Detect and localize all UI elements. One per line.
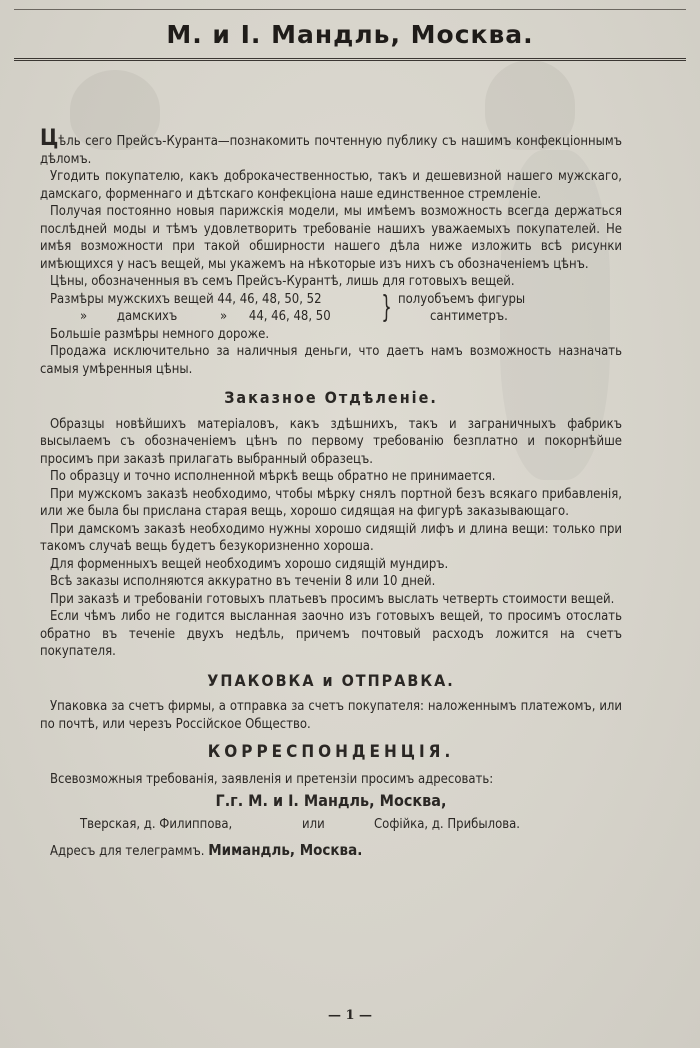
street-address-1: Тверская, д. Филиппова,: [80, 816, 233, 832]
correspondence-paragraph: Всевозможныя требованія, заявленія и претензіи просимъ адресовать:: [50, 771, 494, 787]
sizes-women-quote: »: [80, 308, 88, 324]
sizes-note-2: сантиметръ.: [430, 308, 508, 324]
orders-paragraph-3: При мужскомъ заказѣ необходимо, чтобы мѣрку снялъ портной безъ всякаго прибавленія, или же была бы прислана старая вещь, хорошо сидящая на фигурѣ заказывающаго.: [40, 486, 622, 519]
address-or: или: [302, 816, 325, 832]
company-address: Г.г. М. и І. Мандль, Москва,: [215, 791, 447, 810]
orders-paragraph-2: По образцу и точно исполненной мѣркѣ вещь обратно не принимается.: [50, 469, 496, 484]
sizes-men-label: Размѣры мужскихъ вещей: [50, 291, 214, 307]
telegram-value: Мимандль, Москва.: [208, 840, 363, 859]
sizes-women-label: дамскихъ: [116, 308, 178, 324]
page-title: М. и І. Мандль, Москва.: [166, 20, 534, 49]
street-addresses: [40, 816, 622, 836]
orders-section-title: Заказное Отдѣленіе.: [224, 388, 438, 407]
top-rule: [14, 9, 686, 10]
shipping-section-title: УПАКОВКА и ОТПРАВКА.: [207, 670, 455, 690]
street-address-2: Софійка, д. Прибылова.: [374, 816, 521, 832]
orders-paragraph-1: Образцы новѣйшихъ матеріаловъ, какъ здѣшнихъ, такъ и заграничныхъ фабрикъ высылаемъ съ обозначеніемъ цѣнъ по первому требованію безплатно и покорнѣйше просимъ при заказѣ прилагать выбранный образецъ.: [40, 416, 622, 467]
intro-text-1: ѣль сего Прейсъ-Куранта—познакомить почтенную публику съ нашимъ конфекціоннымъ дѣломъ.: [40, 134, 622, 167]
header-rule: [14, 58, 686, 63]
sizes-note-1: полуобъемъ фигуры: [398, 291, 526, 307]
intro-paragraph-5: Большіе размѣры немного дороже.: [50, 326, 270, 342]
intro-paragraph-6: Продажа исключительно за наличныя деньги, что даетъ намъ возможность назначать самыя умѣренныя цѣны.: [40, 344, 622, 377]
brace: }: [381, 289, 392, 325]
intro-paragraph-2: Угодить покупателю, какъ доброкачественностью, такъ и дешевизной нашего мужскаго, дамскаго, форменнаго и дѣтскаго конфекціона наше единственное стремленіе.: [40, 169, 622, 202]
telegram-address: [50, 842, 622, 861]
page-number: — 1 —: [327, 1008, 373, 1023]
intro-paragraph-3: Получая постоянно новыя парижскія модели, мы имѣемъ возможность всегда держаться послѣдней моды и тѣмъ удовлетворить требованіе нашихъ уважаемыхъ покупателей. Не имѣя возможности при такой обширности нашего дѣла ниже изложить всѣ рисунки имѣющихся у насъ вещей, мы укажемъ на нѣкоторые изъ нихъ съ обозначеніемъ цѣнъ.: [40, 204, 622, 272]
orders-paragraph-6: Всѣ заказы исполняются аккуратно въ теченіи 8 или 10 дней.: [50, 574, 436, 589]
sizes-women-values: 44, 46, 48, 50: [248, 308, 331, 324]
sizes-women-quote-2: »: [220, 308, 228, 324]
dropcap: Ц: [40, 126, 59, 151]
orders-paragraph-4: При дамскомъ заказѣ необходимо нужны хорошо сидящій лифъ и длина вещи: только при такомъ случаѣ вещь будетъ безукоризненно хороша.: [40, 521, 622, 554]
correspondence-section-title: КОРРЕСПОНДЕНЦІЯ.: [207, 742, 455, 762]
intro-paragraph-4: Цѣны, обозначенныя въ семъ Прейсъ-Курантѣ, лишь для готовыхъ вещей.: [50, 274, 515, 289]
main-content: [40, 126, 622, 860]
shipping-paragraph: Упаковка за счетъ фирмы, а отправка за счетъ покупателя: наложеннымъ платежомъ, или по почтѣ, или черезъ Россійское Общество.: [40, 699, 622, 732]
sizes-men-values: 44, 46, 48, 50, 52: [217, 291, 322, 307]
orders-paragraph-7: При заказѣ и требованіи готовыхъ платьевъ просимъ выслать четверть стоимости вещей.: [50, 591, 615, 607]
orders-paragraph-5: Для форменныхъ вещей необходимъ хорошо сидящій мундиръ.: [50, 556, 449, 572]
orders-paragraph-8: Если чѣмъ либо не годится высланная заочно изъ готовыхъ вещей, то просимъ отослать обратно въ теченіе двухъ недѣль, причемъ почтовый расходъ ложится на счетъ покупателя.: [40, 609, 622, 659]
telegram-label: Адресъ для телеграммъ.: [50, 843, 205, 859]
intro-paragraph-1: [40, 126, 622, 168]
sizes-table: [50, 291, 622, 326]
